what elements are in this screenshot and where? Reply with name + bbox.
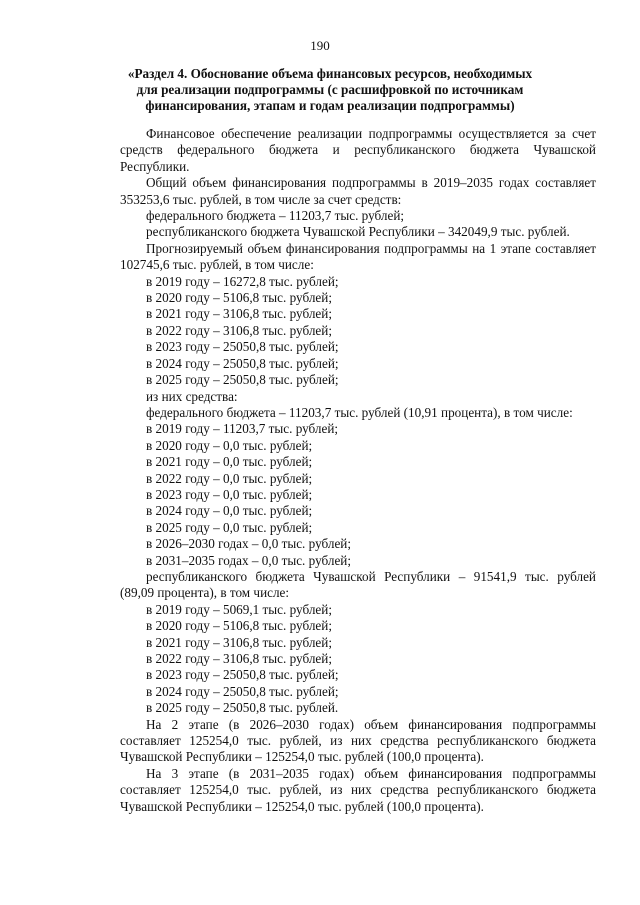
paragraph-funding-sources: Финансовое обеспечение реализации подпрограммы осуществляется за счет средств федерального бюджета и республиканского бюджета Чувашской Республики. — [120, 126, 596, 174]
stage1-year-line: в 2023 году – 25050,8 тыс. рублей; — [146, 339, 339, 355]
republic-year-line: в 2021 году – 3106,8 тыс. рублей; — [146, 634, 332, 650]
document-body — [120, 126, 596, 815]
stage1-year-line: в 2019 году – 16272,8 тыс. рублей; — [146, 273, 339, 289]
total-source-republic: республиканского бюджета Чувашской Республики – 342049,9 тыс. рублей. — [146, 224, 570, 240]
republic-year-line: в 2022 году – 3106,8 тыс. рублей; — [146, 651, 332, 666]
page-number: 190 — [310, 38, 330, 53]
paragraph-stage3: На 3 этапе (в 2031–2035 годах) объем финансирования подпрограммы составляет 125254,0 тыс. рублей, из них средства республиканского бюджета Чувашской Республики – 125254,0 тыс. рублей (100,0 процента). — [120, 765, 596, 814]
republic-year-line: в 2019 году – 5069,1 тыс. рублей; — [146, 601, 332, 617]
section-heading: «Раздел 4. Обоснование объема финансовых ресурсов, необходимых для реализации подпрограммы (с расшифровкой по источникам финансирования, этапам и годам реализации подпрограммы) — [127, 66, 533, 114]
of-which-line: из них средства: — [146, 388, 238, 404]
stage1-year-line: в 2020 году – 5106,8 тыс. рублей; — [146, 290, 332, 306]
paragraph-federal-budget: федерального бюджета – 11203,7 тыс. рублей (10,91 процента), в том числе: — [146, 404, 573, 420]
federal-year-line: в 2022 году – 0,0 тыс. рублей; — [146, 470, 313, 486]
federal-year-line: в 2023 году – 0,0 тыс. рублей; — [146, 486, 313, 502]
republic-year-line: в 2020 году – 5106,8 тыс. рублей; — [146, 618, 332, 634]
paragraph-stage1: Прогнозируемый объем финансирования подпрограммы на 1 этапе составляет 102745,6 тыс. рублей, в том числе: — [120, 240, 596, 273]
paragraph-total-volume: Общий объем финансирования подпрограммы в 2019–2035 годах составляет 353253,6 тыс. рублей, в том числе за счет средств: — [120, 175, 596, 207]
federal-year-line: в 2026–2030 годах – 0,0 тыс. рублей; — [146, 536, 352, 552]
stage1-year-line: в 2025 году – 25050,8 тыс. рублей; — [146, 372, 339, 388]
paragraph-stage2: На 2 этапе (в 2026–2030 годах) объем финансирования подпрограммы составляет 125254,0 тыс. рублей, из них средства республиканского бюджета Чувашской Республики – 125254,0 тыс. рублей (100,0 процента). — [120, 716, 596, 765]
republic-year-line: в 2023 году – 25050,8 тыс. рублей; — [146, 667, 339, 683]
federal-year-line: в 2024 году – 0,0 тыс. рублей; — [146, 503, 313, 519]
stage1-year-line: в 2024 году – 25050,8 тыс. рублей; — [146, 355, 339, 371]
total-source-federal: федерального бюджета – 11203,7 тыс. рублей; — [146, 208, 405, 224]
paragraph-republic-budget: республиканского бюджета Чувашской Республики – 91541,9 тыс. рублей (89,09 процента), в том числе: — [120, 568, 596, 601]
stage1-year-line: в 2022 году – 3106,8 тыс. рублей; — [146, 322, 332, 338]
federal-year-line: в 2021 году – 0,0 тыс. рублей; — [146, 454, 313, 470]
republic-year-line: в 2025 году – 25050,8 тыс. рублей. — [146, 700, 339, 716]
federal-year-line: в 2020 году – 0,0 тыс. рублей; — [146, 437, 313, 453]
federal-year-line: в 2025 году – 0,0 тыс. рублей; — [146, 519, 313, 535]
federal-year-line: в 2031–2035 годах – 0,0 тыс. рублей; — [146, 552, 352, 568]
republic-year-line: в 2024 году – 25050,8 тыс. рублей; — [146, 683, 339, 699]
federal-year-line: в 2019 году – 11203,7 тыс. рублей; — [146, 421, 339, 437]
stage1-year-line: в 2021 году – 3106,8 тыс. рублей; — [146, 306, 332, 322]
